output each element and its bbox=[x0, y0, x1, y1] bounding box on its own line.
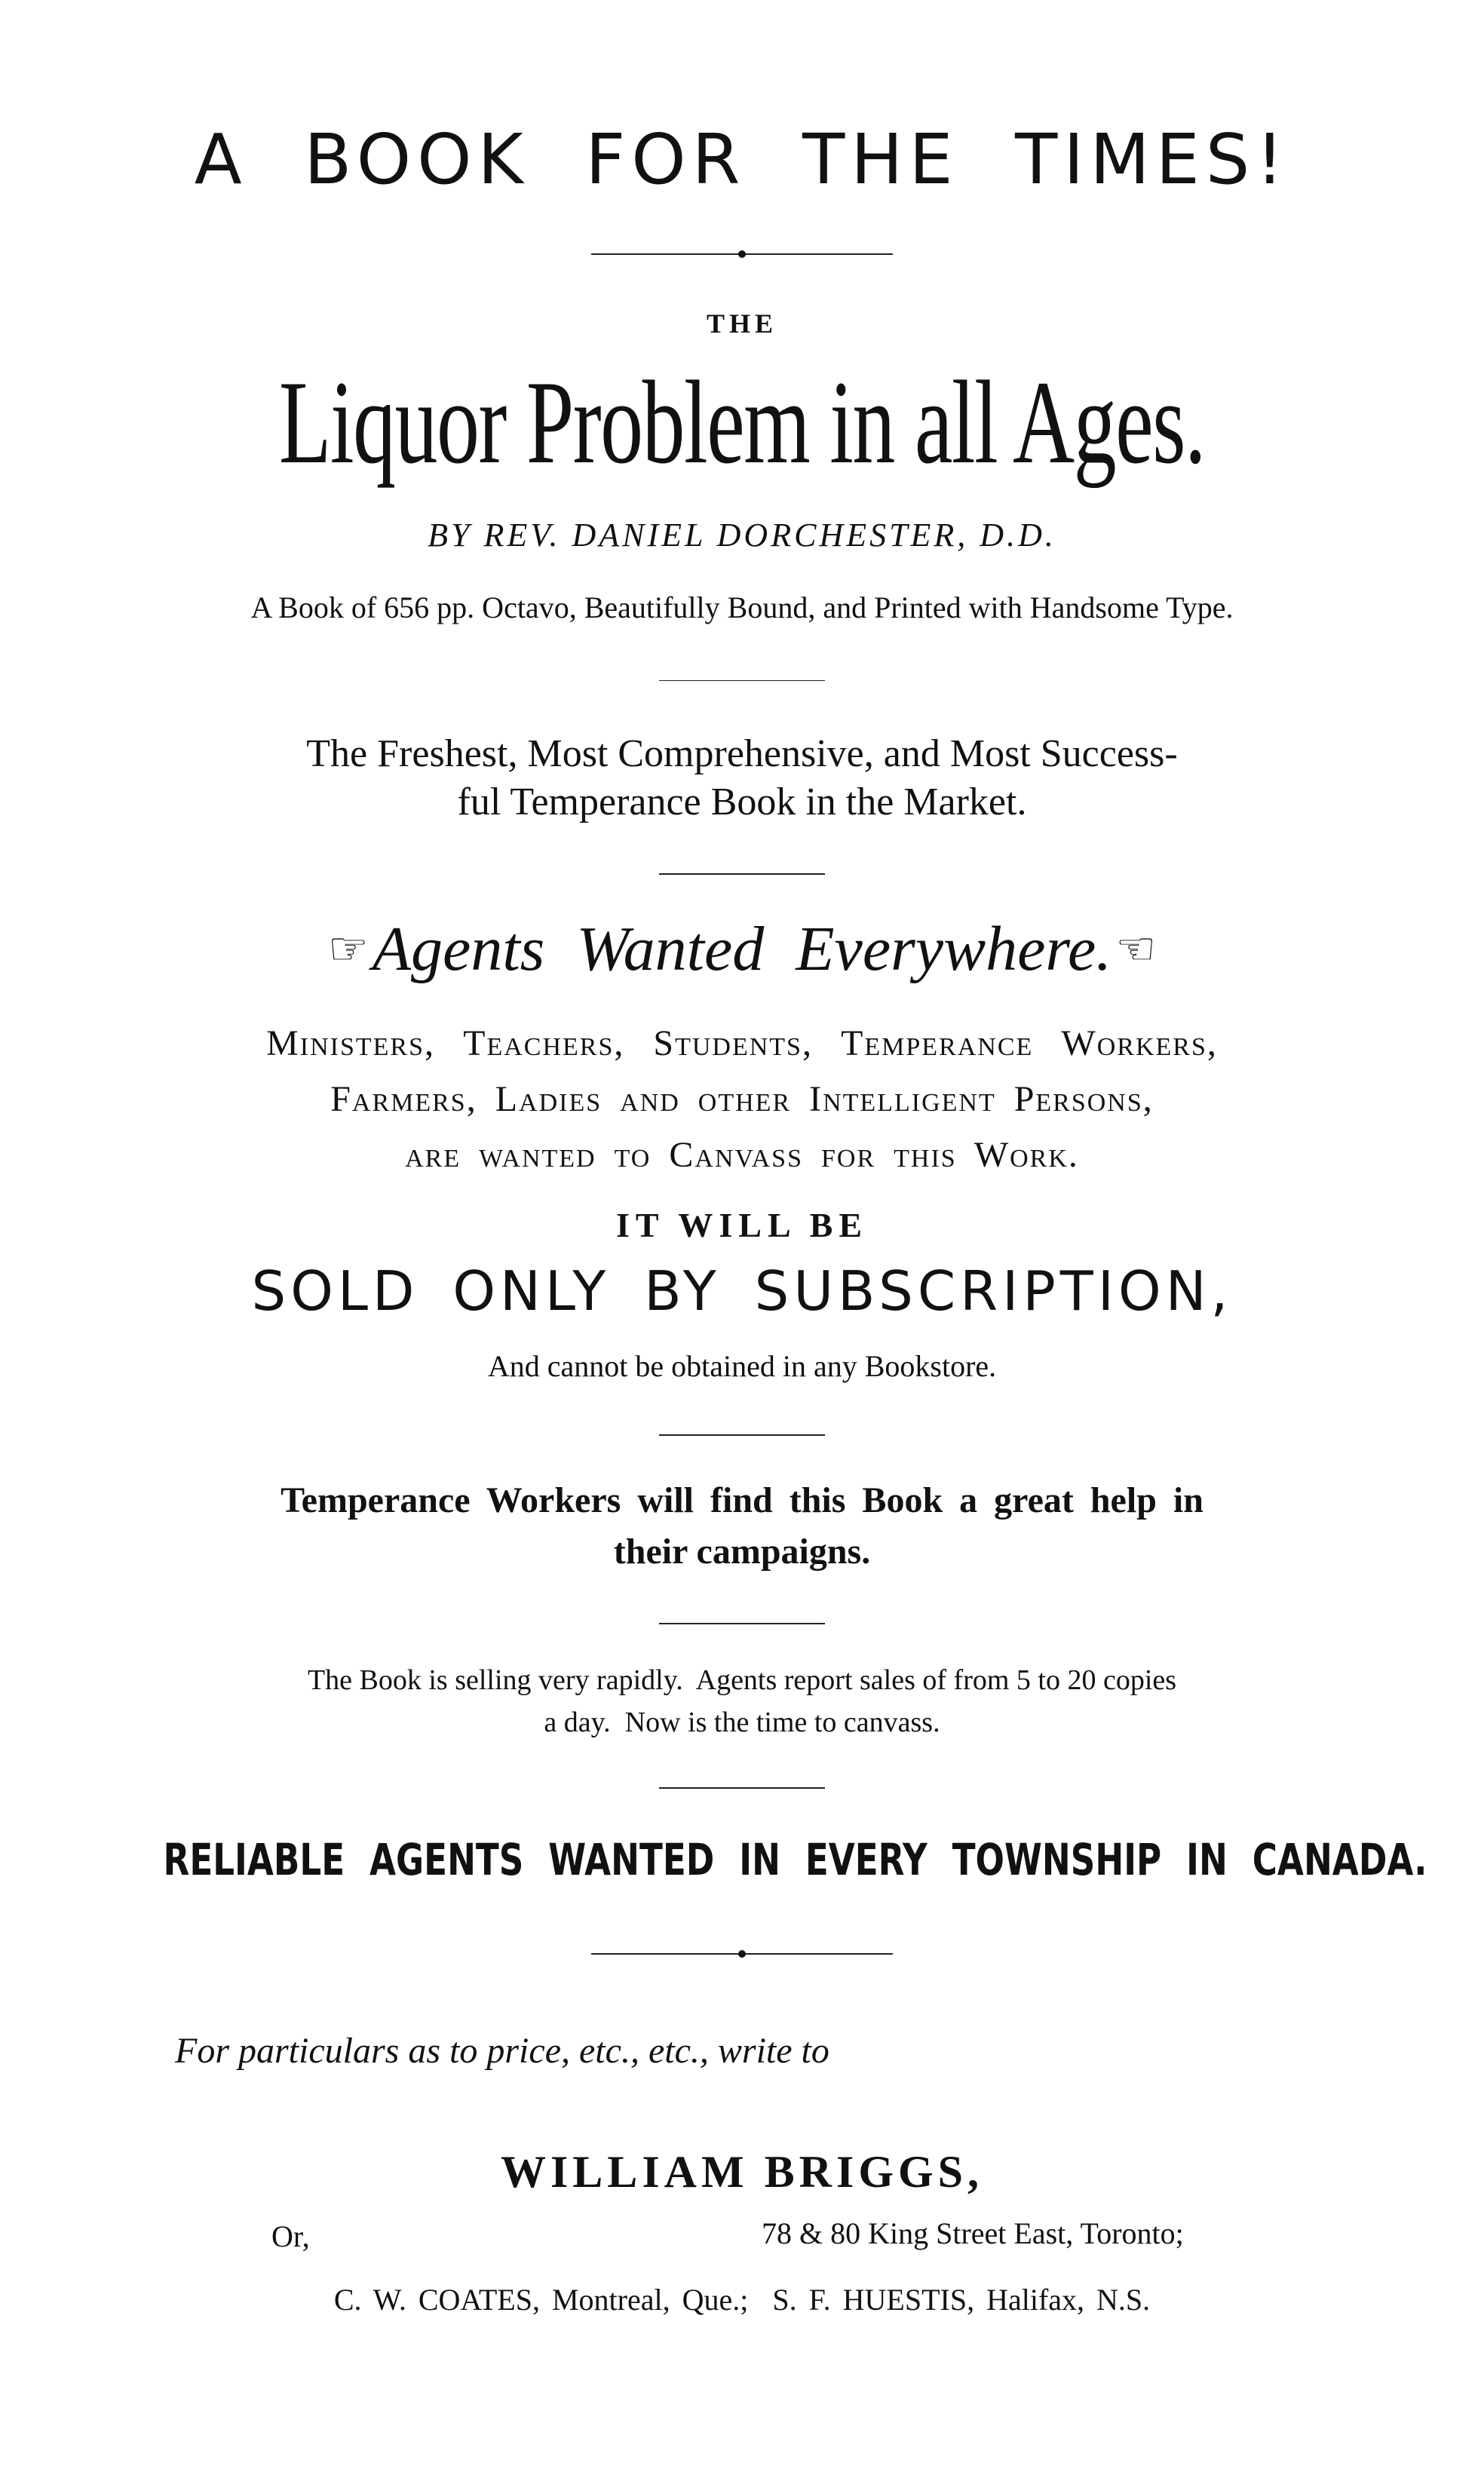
short-rule bbox=[659, 1787, 825, 1789]
rule-dot bbox=[738, 250, 746, 258]
author-line: BY REV. DANIEL DORCHESTER, D.D. bbox=[428, 517, 1056, 554]
pointing-hand-right-icon: ☞ bbox=[327, 922, 369, 976]
agents-wanted-heading: Agents Wanted Everywhere. bbox=[372, 914, 1112, 984]
workers-line-1: Temperance Workers will find this Book a great help in bbox=[281, 1480, 1203, 1520]
bookstore-note: And cannot be obtained in any Bookstore. bbox=[487, 1349, 997, 1383]
book-description: A Book of 656 pp. Octavo, Beautifully Bound, and Printed with Handsome Type. bbox=[250, 590, 1234, 624]
sold-only-by-subscription: SOLD ONLY BY SUBSCRIPTION, bbox=[251, 1259, 1233, 1323]
pointing-hand-left-icon: ☜ bbox=[1115, 922, 1157, 976]
publisher-name: WILLIAM BRIGGS, bbox=[500, 2147, 984, 2197]
short-rule bbox=[659, 1623, 825, 1624]
publisher-address: 78 & 80 King Street East, Toronto; bbox=[762, 2216, 1184, 2250]
agents-wanted-row bbox=[0, 912, 1484, 986]
wanted-line-3: are wanted to Canvass for this Work. bbox=[405, 1135, 1079, 1175]
short-rule bbox=[659, 873, 825, 875]
short-rule bbox=[659, 1434, 825, 1436]
selling-line-1: The Book is selling very rapidly. Agents report sales of from 5 to 20 copies bbox=[307, 1664, 1177, 1696]
or-label: Or, bbox=[271, 2219, 310, 2253]
reliable-agents-line: RELIABLE AGENTS WANTED IN EVERY TOWNSHIP IN CANADA. bbox=[163, 1834, 1427, 1885]
ornamental-rule bbox=[591, 1953, 893, 1955]
ornamental-rule bbox=[591, 253, 893, 255]
selling-line-2: a day. Now is the time to canvass. bbox=[544, 1707, 940, 1738]
wanted-line-2: Farmers, Ladies and other Intelligent Persons, bbox=[330, 1079, 1154, 1119]
it-will-be: IT WILL BE bbox=[615, 1206, 868, 1244]
wanted-line-1: Ministers, Teachers, Students, Temperance Workers, bbox=[266, 1023, 1218, 1063]
branch-agents-line: C. W. COATES, Montreal, Que.; S. F. HUESTIS, Halifax, N.S. bbox=[333, 2283, 1151, 2317]
rule-dot bbox=[738, 1950, 746, 1958]
tagline-line-2: ful Temperance Book in the Market. bbox=[457, 781, 1027, 823]
short-rule bbox=[659, 680, 825, 681]
the-label: THE bbox=[706, 308, 778, 339]
tagline-line-1: The Freshest, Most Comprehensive, and Most Success- bbox=[306, 732, 1178, 775]
headline: A BOOK FOR THE TIMES! bbox=[194, 119, 1290, 200]
particulars-line: For particulars as to price, etc., etc., write to bbox=[175, 2031, 829, 2071]
workers-line-2: their campaigns. bbox=[613, 1532, 871, 1572]
book-title: Liquor Problem in all Ages. bbox=[278, 357, 1206, 489]
